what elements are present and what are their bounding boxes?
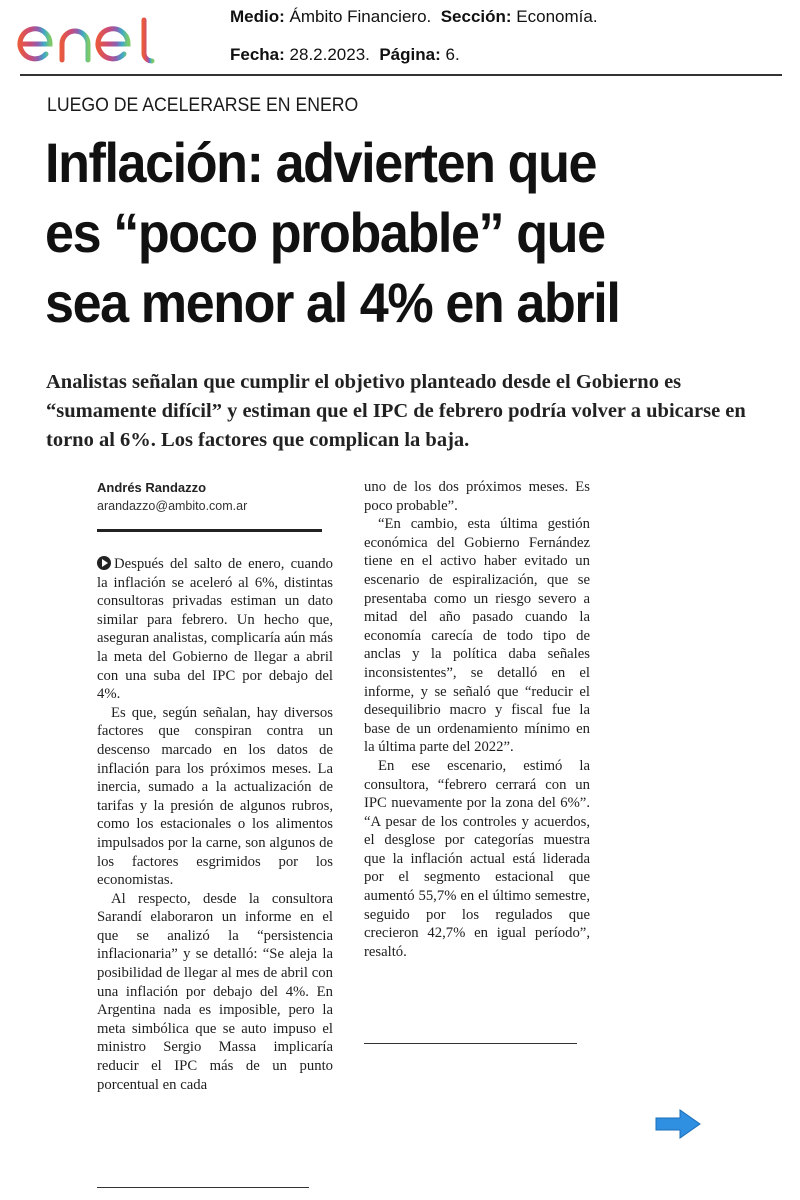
seccion-value: Economía. [516, 7, 598, 26]
paragraph: “En cambio, esta última gestión económica del Gobierno Fernández tiene en el activo haber evitado un escenario de espiralización, que se presentaba como un riesgo severo a mitad del año pasado cuando la economía carecía de todo tipo de anclas y la política daba señales inconsistentes”, se detalló en el informe, y se señaló que “reducir el desequilibrio macro y fiscal fue la base de un ordenamiento mínimo en la última parte del 2022”. [364, 516, 590, 756]
paragraph: Es que, según señalan, hay diversos factores que conspiran contra un descenso marcado en los datos de inflación para los próximos meses. La inercia, sumado a la actualización de tarifas y la presión de algunos rubros, como los estacionales o los alimentos impulsados por la carne, son algunos de los factores esgrimidos por los economistas. [97, 704, 333, 889]
arrow-right-icon[interactable] [654, 1108, 702, 1140]
article-kicker: LUEGO DE ACELERARSE EN ENERO [47, 95, 359, 116]
article-column-2 [364, 478, 590, 961]
paragraph: Al respecto, desde la consultora Sarandí elaboraron un informe en el que se analizó la “persistencia inflacionaria” y se detalló: “Se aleja la posibilidad de llegar al mes de abril con una inflación por debajo del 4%. En Argentina nada es imposible, pero la meta simbólica que se auto impuso el ministro Sergio Massa implicaría reducir el IPC más de un punto porcentual en cada [97, 890, 333, 1093]
author-name: Andrés Randazzo [97, 480, 207, 495]
meta-line-1 [230, 7, 598, 27]
pagina-value: 6. [445, 45, 460, 64]
column-end-divider [364, 1043, 577, 1044]
paragraph: En ese escenario, estimó la consultora, “febrero cerrará con un IPC nuevamente por la zona del 6%”. “A pesar de los controles y acuerdos, el desglose por categorías muestra que la inflación actual está liderada por el segmento estacional que aumentó 55,7% en el último semestre, seguido por los regulados que crecieron 42,7% en igual período”, resaltó. [364, 757, 590, 960]
seccion-label: Sección: [440, 7, 512, 26]
article-column-1 [97, 555, 333, 1094]
author-email: arandazzo@ambito.com.ar [97, 499, 248, 513]
header-divider [20, 74, 782, 76]
pagina-label: Página: [379, 45, 441, 64]
play-bullet-icon [97, 556, 111, 570]
headline-line: es “poco probable” que [45, 201, 605, 264]
author-divider [97, 529, 322, 532]
headline-line: sea menor al 4% en abril [45, 271, 620, 334]
article-deck: Analistas señalan que cumplir el objetivo planteado desde el Gobierno es “sumamente difícil” y estiman que el IPC de febrero podría volver a ubicarse en torno al 6%. Los factores que complican la baja. [46, 371, 746, 451]
article-headline [45, 128, 752, 338]
column-divider [97, 1187, 309, 1188]
fecha-label: Fecha: [230, 45, 285, 64]
enel-logo [16, 14, 171, 66]
medio-label: Medio: [230, 7, 285, 26]
fecha-value: 28.2.2023. [289, 45, 370, 64]
author-block [97, 480, 247, 513]
paragraph: uno de los dos próximos meses. Es poco probable”. [364, 479, 590, 514]
headline-line: Inflación: advierten que [45, 131, 597, 194]
meta-line-2 [230, 45, 460, 65]
medio-value: Ámbito Financiero. [289, 7, 432, 26]
paragraph: Después del salto de enero, cuando la inflación se aceleró al 6%, distintas consultoras privadas estiman un dato similar para febrero. Un hecho que, aseguran analistas, complicaría aún más la meta del Gobierno de llegar a abril con una suba del IPC por debajo del 4%. [97, 556, 333, 703]
